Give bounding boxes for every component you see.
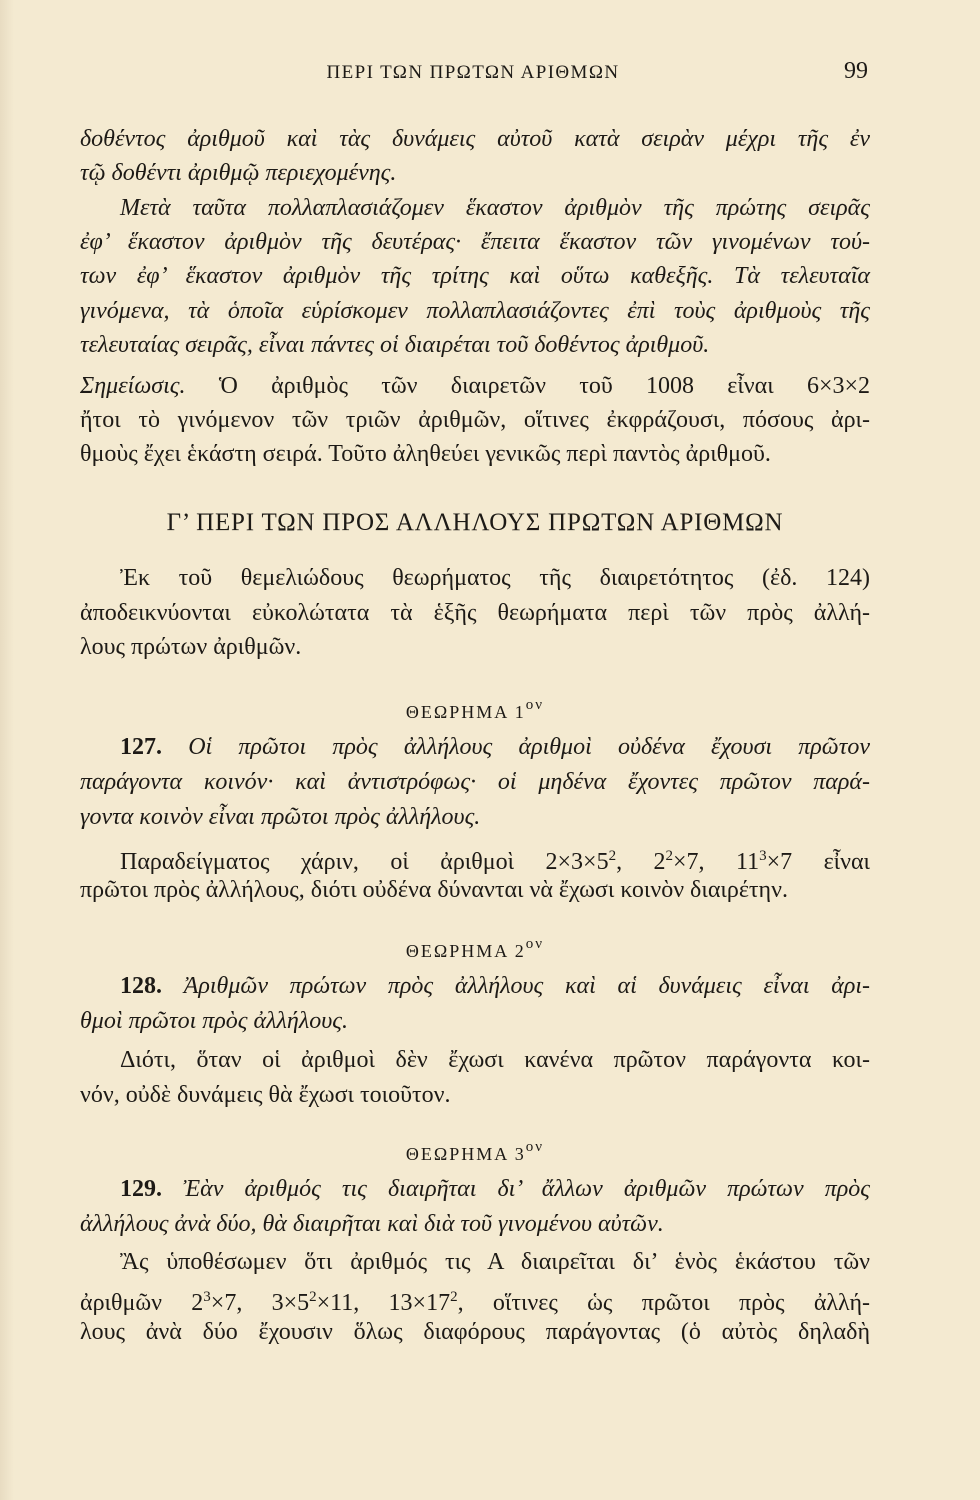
page-header	[78, 58, 868, 88]
theorem-3-proof-1: Ἂς ὑποθέσωμεν ὅτι ἀριθμός τις Α διαιρεῖται δι’ ἑνὸς ἑκάστου τῶν	[120, 1249, 870, 1275]
proof-exp-3: 2	[450, 1289, 458, 1305]
theorem-2-label-text: ΘΕΩΡΗΜΑ 2	[405, 941, 526, 961]
theorem-3-proof-3: λους ἀνὰ δύο ἔχουσιν ὅλως διαφόρους παράγοντας (ὁ αὐτὸς δηλαδὴ	[80, 1319, 870, 1345]
proof-text-b: ×7, 3×5	[210, 1290, 310, 1316]
intro-line-4: ἐφ’ ἕκαστον ἀριθμὸν τῆς δευτέρας· ἔπειτα ἕκαστον τῶν γινομένων τού-	[80, 229, 870, 255]
intro-line-6: γινόμενα, τὰ ὁποῖα εὑρίσκομεν πολλαπλασιάζοντες ἐπὶ τοὺς ἀριθμοὺς τῆς	[80, 298, 870, 324]
theorem-2-line-1	[80, 970, 870, 1002]
remark-line-1	[80, 370, 870, 402]
theorem-1-label-text: ΘΕΩΡΗΜΑ 1	[405, 702, 526, 722]
theorem-3-line-2: ἀλλήλους ἀνὰ δύο, θὰ διαιρῆται καὶ διὰ τοῦ γινομένου αὐτῶν.	[80, 1211, 664, 1237]
remark-line-3: θμοὺς ἔχει ἑκάστη σειρά. Τοῦτο ἀληθεύει γενικῶς περὶ παντὸς ἀριθμοῦ.	[80, 441, 771, 467]
intro-line-2: τῷ δοθέντι ἀριθμῷ περιεχομένης.	[80, 160, 397, 186]
remark-line-2: ἤτοι τὸ γινόμενον τῶν τριῶν ἀριθμῶν, οἵτινες ἐκφράζουσι, πόσους ἀρι-	[80, 407, 870, 433]
proof-text-d: , οἵτινες ὡς πρῶτοι πρὸς ἀλλή-	[457, 1290, 870, 1316]
theorem-2-label	[80, 928, 870, 967]
theorem-1-example-2: πρῶτοι πρὸς ἀλλήλους, διότι οὐδένα δύνανται νὰ ἔχωσι κοινὸν διαιρέτην.	[80, 877, 788, 903]
intro-line-7: τελευταίας σειρᾶς, εἶναι πάντες οἱ διαιρέται τοῦ δοθέντος ἀριθμοῦ.	[80, 332, 710, 358]
theorem-3-number: 129.	[120, 1176, 162, 1202]
theorem-2-line-2: θμοὶ πρῶτοι πρὸς ἀλλήλους.	[80, 1008, 348, 1034]
remark-text-1: Ὁ ἀριθμὸς τῶν διαιρετῶν τοῦ 1008 εἶναι 6×3×2	[218, 373, 871, 399]
theorem-2-proof-2: νόν, οὐδὲ δυνάμεις θὰ ἔχωσι τοιοῦτον.	[80, 1082, 451, 1108]
example-exp-3: 3	[759, 848, 767, 864]
page-number: 99	[844, 58, 868, 84]
intro-line-5: των ἐφ’ ἕκαστον ἀριθμὸν τῆς τρίτης καὶ οὕτω καθεξῆς. Τὰ τελευταῖα	[80, 263, 870, 289]
intro-line-3: Μετὰ ταῦτα πολλαπλασιάζομεν ἕκαστον ἀριθμὸν τῆς πρώτης σειρᾶς	[120, 195, 870, 221]
theorem-1-statement-1: Οἱ πρῶτοι πρὸς ἀλλήλους ἀριθμοὶ οὐδένα ἔχουσι πρῶτον	[188, 734, 870, 760]
theorem-1-example-1	[80, 840, 870, 878]
theorem-1-number: 127.	[120, 734, 162, 760]
theorem-3-statement-1: Ἐὰν ἀριθμός τις διαιρῆται δι’ ἄλλων ἀριθμῶν πρώτων πρὸς	[183, 1176, 870, 1202]
section-title: Γ’ ΠΕΡΙ ΤΩΝ ΠΡΟΣ ΑΛΛΗΛΟΥΣ ΠΡΩΤΩΝ ΑΡΙΘΜΩΝ	[166, 509, 784, 536]
theorem-3-label	[80, 1131, 870, 1170]
theorem-3-line-1	[80, 1173, 870, 1205]
proof-exp-2: 2	[309, 1289, 317, 1305]
theorem-2-number: 128.	[120, 973, 162, 999]
proof-exp-1: 3	[203, 1289, 211, 1305]
theorem-2-proof-1: Διότι, ὅταν οἱ ἀριθμοὶ δὲν ἔχωσι κανένα πρῶτον παράγοντα κοι-	[120, 1047, 870, 1073]
example-exp-1: 2	[608, 848, 617, 864]
example-text-b: , 2	[616, 849, 666, 875]
proof-text-c: ×11, 13×17	[316, 1290, 451, 1316]
proof-text-a: ἀριθμῶν 2	[80, 1290, 204, 1316]
theorem-3-label-text: ΘΕΩΡΗΜΑ 3	[405, 1144, 526, 1164]
theorem-2-label-sup: ον	[525, 936, 545, 952]
example-text-d: ×7 εἶναι	[766, 849, 870, 875]
theorem-3-proof-2	[80, 1281, 870, 1319]
section-line-3: λους πρώτων ἀριθμῶν.	[80, 634, 302, 660]
theorem-1-line-3: γοντα κοινὸν εἶναι πρῶτοι πρὸς ἀλλήλους.	[80, 804, 481, 830]
section-line-1: Ἐκ τοῦ θεμελιώδους θεωρήματος τῆς διαιρετότητος (ἐδ. 124)	[120, 565, 870, 591]
intro-line-1: δοθέντος ἀριθμοῦ καὶ τὰς δυνάμεις αὐτοῦ κατὰ σειρὰν μέχρι τῆς ἐν	[80, 126, 870, 152]
running-head: ΠΕΡΙ ΤΩΝ ΠΡΩΤΩΝ ΑΡΙΘΜΩΝ	[326, 62, 620, 83]
example-text-a: Παραδείγματος χάριν, οἱ ἀριθμοὶ 2×3×5	[120, 849, 609, 875]
theorem-2-statement-1: Ἀριθμῶν πρώτων πρὸς ἀλλήλους καὶ αἱ δυνάμεις εἶναι ἀρι-	[183, 973, 870, 999]
theorem-1-line-1	[80, 731, 870, 763]
theorem-1-line-2: παράγοντα κοινόν· καὶ ἀντιστρόφως· οἱ μηδένα ἔχοντες πρῶτον παρά-	[80, 769, 870, 795]
theorem-1-label-sup: ον	[525, 697, 545, 713]
theorem-1-label	[80, 689, 870, 728]
section-line-2: ἀποδεικνύονται εὐκολώτατα τὰ ἑξῆς θεωρήματα περὶ τῶν πρὸς ἀλλή-	[80, 600, 870, 626]
theorem-3-label-sup: ον	[525, 1139, 545, 1155]
example-text-c: ×7, 11	[673, 849, 760, 875]
example-exp-2: 2	[665, 848, 674, 864]
remark-label: Σημείωσις.	[80, 373, 186, 399]
